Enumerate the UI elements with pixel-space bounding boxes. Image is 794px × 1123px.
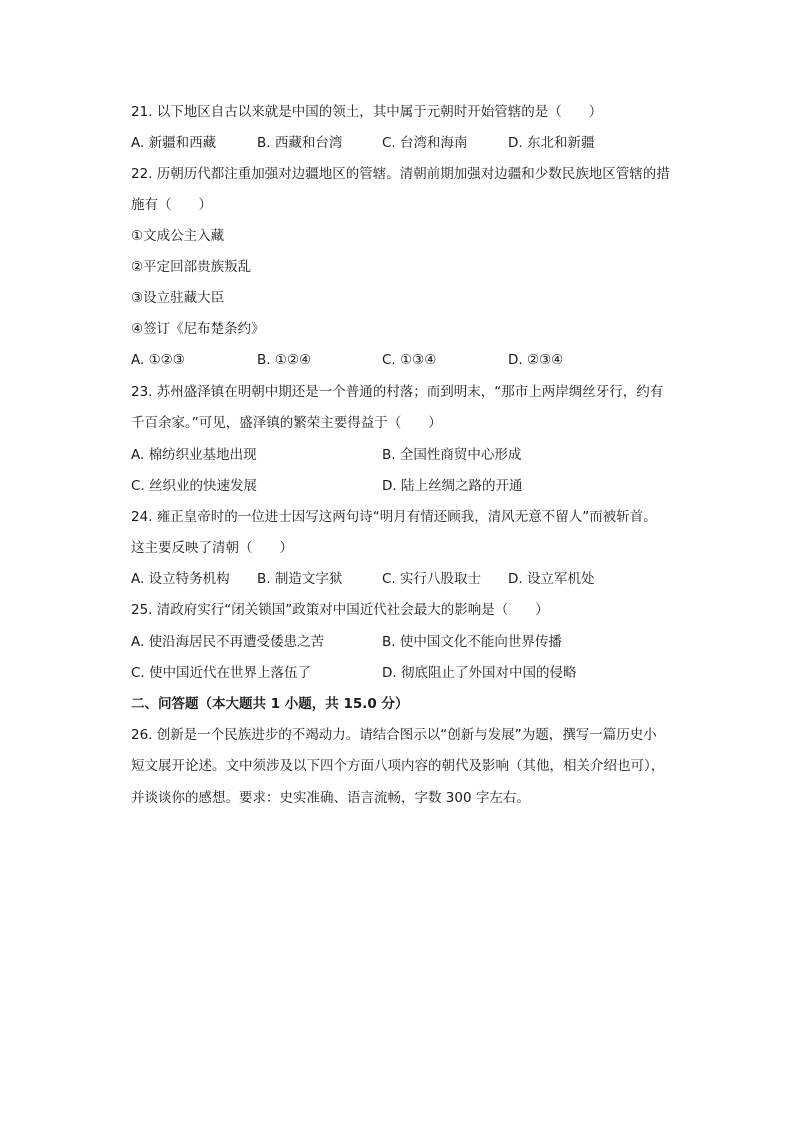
- q24-option-b: B. 制造文字狱: [257, 571, 343, 587]
- q24-stem-line2: 这主要反映了清朝（ ）: [131, 540, 293, 556]
- q22-stem-line1: 22. 历朝历代都注重加强对边疆地区的管辖。清朝前期加强对边疆和少数民族地区管辖的措: [131, 166, 670, 182]
- q24-option-a: A. 设立特务机构: [131, 571, 230, 587]
- q22-item-2: ②平定回部贵族叛乱: [131, 259, 252, 275]
- q24-option-c: C. 实行八股取士: [382, 571, 482, 587]
- q25-stem: 25. 清政府实行“闭关锁国”政策对中国近代社会最大的影响是（ ）: [131, 602, 549, 618]
- q22-item-4: ④签订《尼布楚条约》: [131, 321, 265, 337]
- q24-option-d: D. 设立军机处: [508, 571, 595, 587]
- q22-stem-line2: 施有（ ）: [131, 197, 212, 213]
- q23-option-a: A. 棉纺织业基地出现: [131, 447, 257, 463]
- q24-stem-line1: 24. 雍正皇帝时的一位进士因写这两句诗“明月有情还顾我，清风无意不留人”而被斩首。: [131, 509, 657, 525]
- q25-option-c: C. 使中国近代在世界上落伍了: [131, 665, 312, 681]
- q22-item-1: ①文成公主入藏: [131, 228, 225, 244]
- q21-option-c: C. 台湾和海南: [382, 135, 468, 151]
- section-2-heading: 二、问答题（本大题共 1 小题，共 15.0 分）: [131, 696, 409, 712]
- q26-line2: 短文展开论述。文中须涉及以下四个方面八项内容的朝代及影响（其他，相关介绍也可），: [131, 758, 665, 774]
- q23-option-b: B. 全国性商贸中心形成: [382, 447, 522, 463]
- q22-option-b: B. ①②④: [257, 352, 312, 368]
- q23-stem-line1: 23. 苏州盛泽镇在明朝中期还是一个普通的村落；而到明末，“那市上两岸绸丝牙行，约有: [131, 384, 664, 400]
- q25-option-b: B. 使中国文化不能向世界传播: [382, 634, 562, 650]
- q23-option-c: C. 丝织业的快速发展: [131, 478, 258, 494]
- q22-option-c: C. ①③④: [382, 352, 437, 368]
- q21-stem: 21. 以下地区自古以来就是中国的领土，其中属于元朝时开始管辖的是（ ）: [131, 104, 603, 120]
- q23-option-d: D. 陆上丝绸之路的开通: [382, 478, 523, 494]
- q26-line1: 26. 创新是一个民族进步的不竭动力。请结合图示以“创新与发展”为题，撰写一篇历史小: [131, 727, 657, 743]
- q26-line3: 并谈谈你的感想。要求：史实准确、语言流畅，字数 300 字左右。: [131, 790, 530, 806]
- q22-option-d: D. ②③④: [508, 352, 564, 368]
- q21-option-a: A. 新疆和西藏: [131, 135, 217, 151]
- q25-option-a: A. 使沿海居民不再遭受倭患之苦: [131, 634, 325, 650]
- q21-option-d: D. 东北和新疆: [508, 135, 595, 151]
- q23-stem-line2: 千百余家。”可见，盛泽镇的繁荣主要得益于（ ）: [131, 415, 442, 431]
- q21-option-b: B. 西藏和台湾: [257, 135, 343, 151]
- q22-item-3: ③设立驻藏大臣: [131, 290, 225, 306]
- q25-option-d: D. 彻底阻止了外国对中国的侵略: [382, 665, 577, 681]
- q22-option-a: A. ①②③: [131, 352, 185, 368]
